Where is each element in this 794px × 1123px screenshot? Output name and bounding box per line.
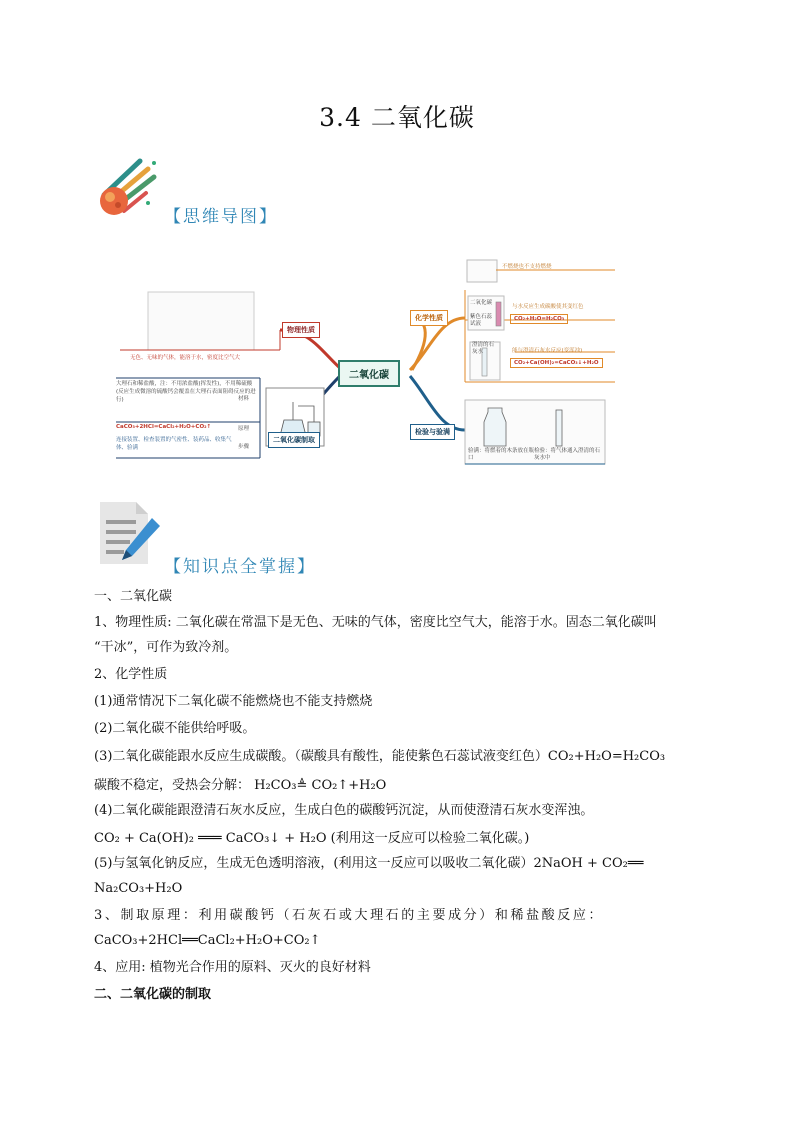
- para-chem-5-cont: Na₂CO₃+H₂O: [94, 881, 183, 896]
- mm-steps-label: 步骤: [238, 444, 250, 450]
- para-physical: 1、物理性质: 二氧化碳在常温下是无色、无味的气体，密度比空气大，能溶于水。固态二氧化碳叫: [94, 615, 657, 630]
- planet-icon: [96, 155, 160, 217]
- para-chemical-title: 2、化学性质: [94, 667, 168, 682]
- para-chem-1: (1)通常情况下二氧化碳不能燃烧也不能支持燃烧: [94, 694, 373, 709]
- mm-co2-label: 二氧化碳: [470, 300, 493, 306]
- mm-water-eq: CO₂+H₂O=H₂CO₃: [510, 314, 568, 324]
- para-principle-eq: CaCO₃+2HCl══CaCl₂+H₂O+CO₂↑: [94, 933, 321, 948]
- para-chem-3: (3)二氧化碳能跟水反应生成碳酸。（碳酸具有酸性，能使紫色石蕊试液变红色）CO₂+H₂O=H₂CO₃: [94, 749, 666, 764]
- para-application: 4、应用: 植物光合作用的原料、灭火的良好材料: [94, 960, 371, 975]
- mm-chemical: 化学性质: [410, 310, 448, 326]
- mm-verify: 检验：将气体通入澄清的石灰水中: [534, 448, 601, 461]
- mm-with-water: 与水反应生成碳酸使其变红色: [512, 304, 584, 310]
- para-physical-cont: “干冰”，可作为致冷剂。: [94, 640, 238, 655]
- para-principle: 3、制取原理：利用碳酸钙（石灰石或大理石的主要成分）和稀盐酸反应：: [94, 908, 605, 923]
- mm-litmus-label: 紫色石蕊试液: [470, 314, 493, 327]
- mm-principle-label: 原理: [238, 426, 250, 432]
- mm-steps-desc: 连接装置、检查装置的气密性、装药品、收集气体、验满: [116, 437, 232, 451]
- mm-limewater-label: 澄清的石灰水: [472, 342, 495, 355]
- mm-physical: 物理性质: [282, 322, 320, 338]
- mm-lab-prep: 二氧化碳制取: [268, 432, 320, 448]
- mm-full-check: 验满：将燃着的木条放在瓶口: [468, 448, 535, 461]
- para-chem-5: (5)与氢氧化钠反应，生成无色透明溶液，(利用这一反应可以吸收二氧化碳）2NaOH + CO₂══: [94, 856, 644, 871]
- section-mindmap-heading: 【思维导图】: [164, 207, 278, 227]
- para-chem-4-eq: CO₂ + Ca(OH)₂ ═══ CaCO₃↓ + H₂O (利用这一反应可以检验二氧化碳。): [94, 831, 530, 846]
- document-pen-icon: [96, 500, 162, 566]
- para-chem-4: (4)二氧化碳能跟澄清石灰水反应，生成白色的碳酸钙沉淀，从而使澄清石灰水变浑浊。: [94, 803, 594, 818]
- heading-2: 二、二氧化碳的制取: [94, 987, 212, 1002]
- mm-not-burn: 不燃烧也不支持燃烧: [502, 264, 552, 270]
- mind-map: [110, 250, 616, 470]
- mm-with-limewater: 能与澄清石灰水反应(变浑浊): [512, 348, 583, 354]
- mm-center: 二氧化碳: [338, 360, 400, 387]
- mm-lime-eq: CO₂+Ca(OH)₂=CaCO₃↓+H₂O: [510, 358, 603, 368]
- section-knowledge-heading: 【知识点全掌握】: [164, 557, 316, 577]
- para-chem-2: (2)二氧化碳不能供给呼吸。: [94, 721, 256, 736]
- knowledge-body: [94, 584, 706, 1007]
- para-chem-3-decomp: 碳酸不稳定，受热会分解： H₂CO₃≜ CO₂↑+H₂O: [94, 778, 387, 793]
- mm-principle-eq: CaCO₃+2HCl=CaCl₂+H₂O+CO₂↑: [116, 424, 212, 430]
- mm-materials-label: 材料: [238, 396, 250, 402]
- mm-physical-desc: 无色、无味的气体，能溶于水，密度比空气大: [130, 355, 241, 361]
- mm-materials-desc: 大理石和稀盐酸，注：不用浓盐酸(挥发性)，不用稀硫酸(反应生成微溶的硫酸钙会覆盖在大理石表面阻碍反应的进行): [116, 381, 256, 403]
- mm-test: 检验与验满: [410, 424, 455, 440]
- heading-1: 一、二氧化碳: [94, 589, 173, 604]
- page-title: 3.4 二氧化碳: [319, 103, 475, 132]
